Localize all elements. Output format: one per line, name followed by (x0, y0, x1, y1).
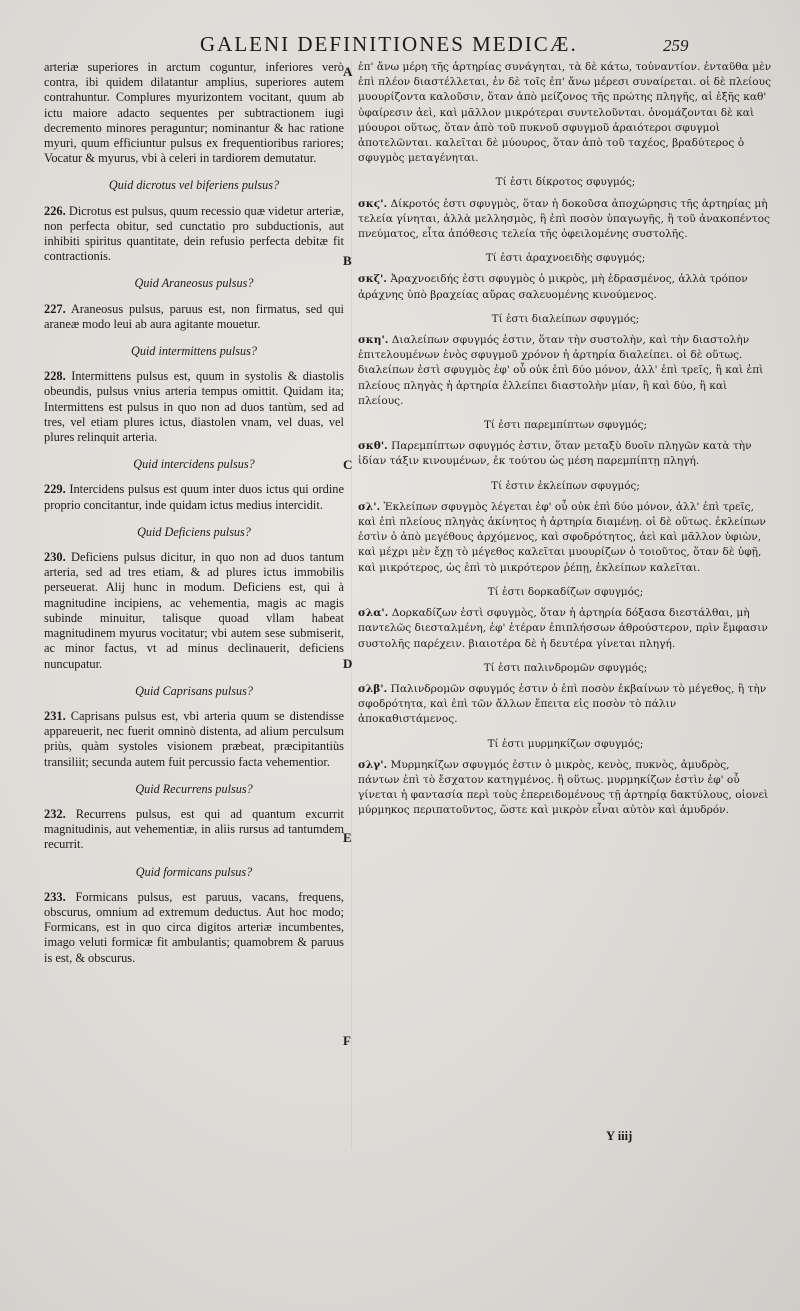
section-number: 226. (44, 203, 66, 218)
greek-section-229 (358, 418, 773, 470)
margin-letter-b: B (343, 253, 352, 268)
greek-text: Παρεμπίπτων σφυγμός ἐστιν, ὅταν μεταξὺ δυοῖν πληγῶν κατὰ τὴν ἰδίαν τάξιν κινουμένων, ἐκ τούτου ὡς μέση παρεμπίπτῃ πληγή. (358, 440, 752, 468)
greek-heading: Τί ἐστι μυρμηκίζων σφυγμός; (487, 737, 644, 750)
section-number: σλγ'. (358, 758, 388, 771)
greek-paragraph (358, 500, 773, 576)
greek-section-230 (358, 479, 773, 576)
latin-paragraph (44, 302, 344, 332)
section-number: σλ'. (358, 500, 381, 513)
latin-section-232 (44, 782, 344, 853)
greek-paragraph (358, 682, 773, 728)
greek-paragraph (358, 197, 773, 243)
section-number: 230. (44, 550, 66, 565)
running-title: GALENI DEFINITIONES MEDICÆ. (200, 32, 578, 56)
margin-letter-f: F (343, 1033, 351, 1048)
greek-intro: ἐπ' ἄνω μέρη τῆς ἀρτηρίας συνάγηται, τὰ δὲ κάτω, τοὐναντίον. ἐνταῦθα μὲν ἐπὶ πλέον διαστέλλεται, ἐν δὲ τοῖς ἐπ' ἄνω μέρεσι συναίρεται. οἱ δὲ πλείους μυουρίζοντα καλοῦσιν, ὅταν ἀπὸ μείζονος τῆς πρώτης πληγῆς, αἱ ἑξῆς καθ' ὑφαίρεσιν ἀεὶ, καὶ μᾶλλον μικρότεραι συντελοῦνται. ὀνομάζονται δὲ καὶ μύουροι οὕτως, ὅταν ἀπὸ τοῦ πυκνοῦ σφυγμοῦ ἀραιότεροι σφυγμοὶ ἀποτελῶνται. καλεῖται δὲ μύουρος, ὅταν ἀπὸ τοῦ ταχέος, βραδύτερος ὁ σφυγμὸς μεταγένηται. (358, 61, 772, 165)
greek-text: Δορκαδίζων ἐστὶ σφυγμὸς, ὅταν ἡ ἀρτηρία δόξασα διεστάλθαι, μὴ παντελῶς διεσταλμένη, ἐφ' ἑτέραν ἐπιπλήσσων ἀθρούστερον, πρὶν ἔμφασιν συστολῆς παρέχειν. βιαιοτέρα δὲ ἡ δευτέρα γίνεται πληγή. (358, 607, 768, 650)
page-number: 259 (663, 36, 689, 55)
section-number: σκθ'. (358, 440, 388, 453)
section-number: σκη'. (358, 334, 389, 347)
latin-heading: Quid intermittens pulsus? (131, 344, 257, 359)
latin-text: Deficiens pulsus dicitur, in quo non ad duos tantum arteria, sed ad tres etiam, & ad plures ictus immobilis perseuerat. Alij hunc in modum. Deficiens est, qui à magnitudine incipiens, ac vehementia, magis ac magis subinde minuitur, talisque quoad vllam habeat magnitudinem myurus vocitatur; vbi autem sese submiserit, ac minor factus, vt ad minus declinauerit, deficiens nuncupatur. (44, 550, 344, 671)
latin-heading: Quid Deficiens pulsus? (137, 524, 251, 539)
greek-paragraph (358, 606, 773, 652)
running-head (0, 30, 800, 56)
section-number: 232. (44, 806, 66, 821)
greek-text: Παλινδρομῶν σφυγμός ἐστιν ὁ ἐπὶ ποσὸν ἐκβαίνων τὸ μέγεθος, ἢ τὴν σφοδρότητα, καὶ ἐπὶ τῶν ἄλλων ἔπειτα εἰς ποσὸν τὸ πάλιν ἀποκαθιστάμενος. (358, 682, 767, 726)
latin-heading: Quid intercidens pulsus? (133, 457, 255, 472)
latin-heading: Quid Caprisans pulsus? (135, 683, 253, 698)
greek-section-226 (358, 175, 773, 242)
latin-section-226 (44, 178, 344, 264)
latin-text: Araneosus pulsus, paruus est, non firmatus, sed qui araneæ modo leui ab aura agitante mouetur. (44, 301, 344, 331)
latin-section-229 (44, 457, 344, 513)
latin-section-230 (44, 525, 344, 672)
latin-paragraph (44, 204, 344, 265)
section-number: σκϛ'. (358, 197, 388, 210)
greek-section-233 (358, 737, 773, 819)
greek-column (358, 60, 773, 819)
signature-mark: Y iiij (606, 1129, 633, 1143)
greek-paragraph (358, 272, 773, 302)
latin-heading: Quid formicans pulsus? (135, 864, 253, 879)
section-number: 227. (44, 301, 66, 316)
greek-paragraph (358, 333, 773, 409)
greek-section-231 (358, 585, 773, 652)
margin-letter-e: E (343, 830, 352, 845)
latin-paragraph (44, 550, 344, 672)
greek-heading: Τί ἐστι παρεμπίπτων σφυγμός; (484, 419, 647, 432)
greek-heading: Τί ἐστι παλινδρομῶν σφυγμός; (483, 661, 648, 674)
greek-text: Ἐκλείπων σφυγμὸς λέγεται ἐφ' οὗ οὐκ ἐπὶ δύο μόνον, ἀλλ' ἐπὶ τρεῖς, καὶ ἐπὶ πλείους πληγὰς ἀκίνητος ἡ ἀρτηρία διαμένῃ. οἱ δὲ οὕτως. ἐκλείπων ἐστὶν ὁ ἀπὸ μεγέθους ἀρχόμενος, καὶ σφοδρότητος, ἀεὶ καὶ μᾶλλον ὑφιὼν, καὶ μέχρι μὲν ἔχῃ τὸ μέγεθος καλεῖται μυουρίζων ὁ τοιοῦτος, ὅταν δὲ ὑφῇ, καὶ μικρότερος, ὡς ἐπὶ τὸ μικρότερον ῥέπῃ, ἐκλείπων καλεῖται. (358, 500, 766, 574)
latin-text: Intercidens pulsus est quum inter duos ictus qui ordine proprio concitantur, inde quidam ictus medius intercidit. (44, 482, 344, 512)
section-number: 231. (44, 708, 66, 723)
latin-text: Caprisans pulsus est, vbi arteria quum se distendisse appareuerit, nec fuerit omninò distenta, ad alium perculsum priùs, quàm systoles visionem præbeat, præcipitantiùs transiliit; secunda autem fuit percussio facta vehementior. (44, 708, 344, 769)
greek-text: Ἀραχνοειδής ἐστι σφυγμὸς ὁ μικρὸς, μὴ ἑδρασμένος, ἀλλὰ τρόπον ἀράχνης ὑπὸ βραχείας αὔρας σαλευομένης κινούμενος. (358, 273, 748, 301)
latin-section-227 (44, 276, 344, 332)
latin-section-228 (44, 344, 344, 445)
greek-text: Διαλείπων σφυγμός ἐστιν, ὅταν τὴν συστολὴν, καὶ τὴν διαστολὴν ἐπιτελουμένων ἑνὸς σφυγμοῦ χρόνον ἡ ἀρτηρία διαλείπει. οἱ δὲ οὕτως. διαλείπων ἐστὶ σφυγμὸς ἐφ' οὗ οὐκ ἐπὶ δύο μόνον, ἀλλ' ἐπὶ τρεῖς, ἢ καὶ ἐπὶ πλείους πληγὰς ἡ ἀρτηρία ἐλλείπει διαστολὴν μίαν, ἢ καὶ δύο, ἢ καὶ πλείους. (358, 334, 764, 407)
latin-text: Recurrens pulsus, est qui ad quantum excurrit magnitudinis, aut vehementiæ, in aliis rursus ad tantumdem recurrit. (44, 806, 345, 852)
latin-intro: arteriæ superiores in arctum coguntur, inferiores verò contra, ibi quidem dilatantur amplius, superiores autem contrahuntur. Complures myurizontem vocitant, quum ab ictu maiore adacto sequentes per subtractionem iugi decremento minores peraguntur; nominantur & hac ratione myuri, quum efficiuntur pulsus ex frequentioribus rariores; Vocatur & myurus, vbi à celeri in tardiorem demutatur. (44, 60, 344, 166)
greek-heading: Τί ἐστιν ἐκλείπων σφυγμός; (491, 479, 640, 492)
latin-text: Formicans pulsus, est paruus, vacans, frequens, obscurus, omnium ad extremum deductus. Aut hoc modo; Formicans, est in quo circa digitos arteriæ incumbentes, imago veluti formicæ fit ambulantis; quamobrem & paruus is est, & obscurus. (44, 889, 344, 965)
column-gutter (351, 60, 352, 1150)
section-number: 229. (44, 482, 66, 497)
latin-column (44, 60, 344, 966)
section-number: σλα'. (358, 607, 389, 620)
greek-section-232 (358, 661, 773, 728)
greek-text: Δίκροτός ἐστι σφυγμὸς, ὅταν ἡ δοκοῦσα ἀποχώρησις τῆς ἀρτηρίας μὴ τελεία γίνηται, ἀλλὰ μελλησμὸς, ἢ ἐπὶ ποσὸν ὑπαγωγῆς, ἢ τοῦ ἀνακοπέντος πνεύματος, εἶτα ἀπόθεσις τελεία τῆς ὀφειλομένης συστολῆς. (358, 197, 770, 241)
latin-paragraph (44, 807, 344, 853)
margin-letter-c: C (343, 457, 353, 472)
greek-section-228 (358, 312, 773, 409)
greek-heading: Τί ἐστι δίκροτος σφυγμός; (495, 176, 636, 189)
greek-text: Μυρμηκίζων σφυγμός ἐστιν ὁ μικρὸς, κενὸς, πυκνὸς, ἀμυδρὸς, πάντων ἐπὶ τὸ ἔσχατον κατηγμένος. ἢ οὕτως. μυρμηκίζων ἐστὶν ἐφ' οὗ γίνεται ἡ φαντασία περὶ τοὺς ἐπερειδομένους τῇ ἀρτηρίᾳ δακτύλους, οἱονεὶ μύρμηκος περιπατοῦντος, ὥστε καὶ μικρὸν εἶναι αὐτὸν καὶ ἀμυδρόν. (358, 758, 769, 817)
section-number: σλβ'. (358, 682, 388, 695)
latin-paragraph (44, 369, 344, 445)
latin-heading: Quid Araneosus pulsus? (134, 276, 254, 291)
latin-paragraph (44, 709, 344, 770)
greek-section-227 (358, 251, 773, 303)
latin-text: Intermittens pulsus est, quum in systolis & diastolis obeundis, pulsus vnius arteria tempus omittit. Quidam ita; Intermittens est pulsus in quo non ad duos tantùm, sed ad tres, vel etiam plures ictus, diastolen vnam, vel duas, vel plures relinquit arteria. (44, 369, 344, 445)
latin-section-231 (44, 684, 344, 770)
greek-paragraph (358, 758, 773, 819)
greek-heading: Τί ἐστι ἀραχνοειδὴς σφυγμός; (485, 252, 646, 265)
latin-paragraph (44, 890, 344, 966)
latin-heading: Quid Recurrens pulsus? (135, 781, 253, 796)
greek-heading: Τί ἐστι διαλείπων σφυγμός; (491, 312, 640, 325)
margin-letter-a: A (343, 64, 353, 79)
latin-section-233 (44, 865, 344, 966)
latin-text: Dicrotus est pulsus, quum recessio quæ videtur arteriæ, non perfecta obitur, sed cunctatio pro subductionis, aut inhibiti spiritus quantitate, dein refusio perfecta debitæ fit contractionis. (44, 203, 344, 264)
latin-paragraph (44, 482, 344, 512)
latin-heading: Quid dicrotus vel biferiens pulsus? (108, 178, 280, 193)
section-number: 228. (44, 369, 66, 384)
section-number: 233. (44, 889, 66, 904)
greek-paragraph (358, 439, 773, 469)
greek-heading: Τί ἐστι δορκαδίζων σφυγμός; (487, 585, 644, 598)
margin-letter-d: D (343, 656, 353, 671)
section-number: σκζ'. (358, 273, 387, 286)
